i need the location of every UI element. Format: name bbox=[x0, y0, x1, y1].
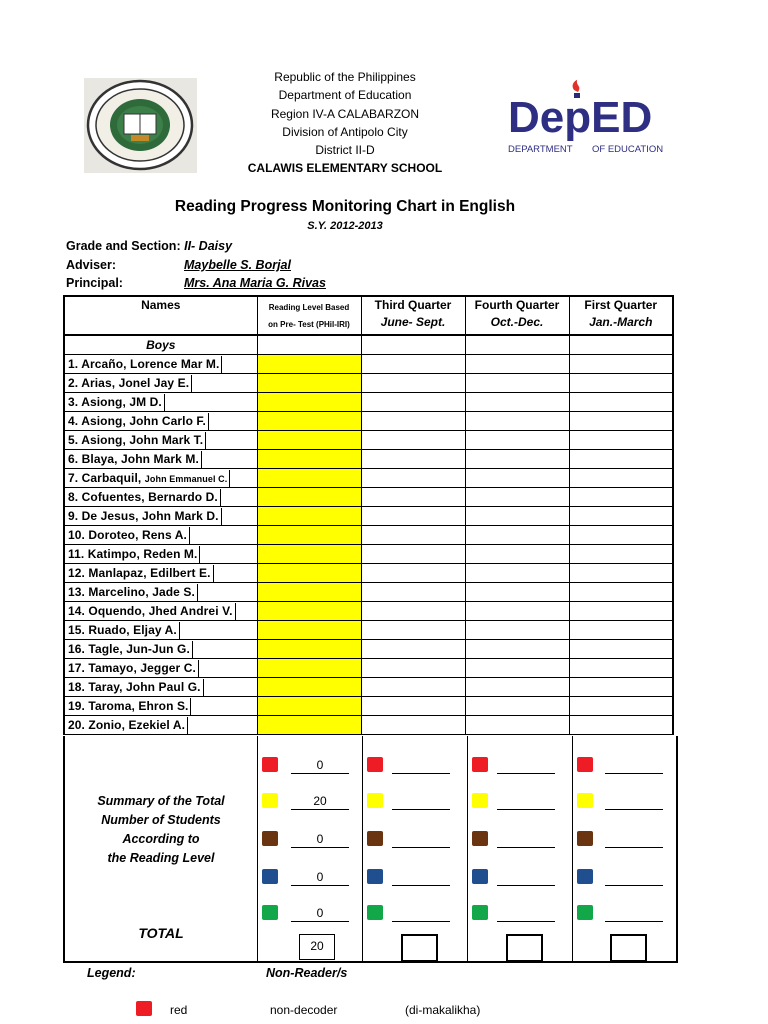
pretest-level-cell[interactable] bbox=[257, 450, 361, 469]
student-name-cell bbox=[64, 431, 257, 450]
student-name-box bbox=[68, 470, 230, 487]
table-row bbox=[64, 431, 673, 450]
third-quarter-cell[interactable] bbox=[361, 374, 465, 393]
quarter-months: June- Sept. bbox=[380, 315, 446, 329]
pretest-level-count[interactable]: 0 bbox=[291, 906, 349, 922]
quarter-name: Fourth Quarter bbox=[474, 298, 560, 312]
fourth-quarter-cell[interactable] bbox=[465, 545, 569, 564]
quarter-level-count-blank[interactable] bbox=[392, 870, 450, 886]
first-quarter-cell[interactable] bbox=[569, 355, 673, 374]
third-quarter-cell[interactable] bbox=[361, 659, 465, 678]
deped-logo-sub2: OF EDUCATION bbox=[592, 144, 664, 155]
third-quarter-cell[interactable] bbox=[361, 431, 465, 450]
student-name-cell bbox=[64, 488, 257, 507]
student-rows bbox=[64, 355, 673, 735]
student-name: 7. Carbaquil, bbox=[68, 470, 145, 485]
names-header-label: Names bbox=[141, 298, 181, 312]
cell bbox=[257, 335, 361, 355]
pretest-level-cell[interactable] bbox=[257, 583, 361, 602]
fourth-quarter-cell[interactable] bbox=[465, 488, 569, 507]
grade-value: II- Daisy bbox=[184, 239, 233, 253]
pretest-header-line1: Reading Level Based bbox=[268, 302, 350, 312]
third-quarter-cell[interactable] bbox=[361, 697, 465, 716]
quarter-level-count-blank[interactable] bbox=[497, 870, 555, 886]
student-name: 17. Tamayo, Jegger C. bbox=[68, 660, 196, 675]
student-name-box bbox=[68, 375, 192, 392]
pretest-level-cell[interactable] bbox=[257, 678, 361, 697]
legend-heading: Non-Reader/s bbox=[266, 966, 348, 980]
student-name-box bbox=[68, 698, 191, 715]
student-name-box bbox=[68, 451, 202, 468]
table-row bbox=[64, 640, 673, 659]
student-name-box bbox=[68, 622, 180, 639]
quarter-level-count-blank[interactable] bbox=[497, 832, 555, 848]
first-quarter-cell[interactable] bbox=[569, 469, 673, 488]
legend-note: (di-makalikha) bbox=[405, 1003, 481, 1017]
fourth-quarter-cell[interactable] bbox=[465, 374, 569, 393]
table-row bbox=[64, 659, 673, 678]
level-color-swatch bbox=[577, 757, 593, 772]
fourth-quarter-cell[interactable] bbox=[465, 526, 569, 545]
third-quarter-cell[interactable] bbox=[361, 716, 465, 735]
student-name-box bbox=[68, 584, 198, 601]
first-quarter-cell[interactable] bbox=[569, 678, 673, 697]
student-name-cell bbox=[64, 697, 257, 716]
student-name: 20. Zonio, Ezekiel A. bbox=[68, 717, 186, 732]
legend-color-label: red bbox=[170, 1003, 188, 1017]
third-quarter-cell[interactable] bbox=[361, 564, 465, 583]
fourth-quarter-cell[interactable] bbox=[465, 469, 569, 488]
header-line-4: Division of Antipolo City bbox=[282, 125, 408, 139]
quarter-name: First Quarter bbox=[584, 298, 658, 312]
student-name-cell bbox=[64, 716, 257, 735]
quarter-level-count-blank[interactable] bbox=[605, 832, 663, 848]
deped-logo-text: DepED bbox=[508, 93, 653, 142]
table-row bbox=[64, 469, 673, 488]
fourth-quarter-header bbox=[465, 296, 569, 335]
pretest-level-cell[interactable] bbox=[257, 545, 361, 564]
total-label: TOTAL bbox=[138, 925, 184, 941]
third-quarter-cell[interactable] bbox=[361, 583, 465, 602]
student-name-box bbox=[68, 641, 193, 658]
quarter-level-count-blank[interactable] bbox=[497, 906, 555, 922]
quarter-level-count-blank[interactable] bbox=[392, 794, 450, 810]
third-quarter-cell[interactable] bbox=[361, 507, 465, 526]
pretest-level-cell[interactable] bbox=[257, 526, 361, 545]
student-name-cell bbox=[64, 469, 257, 488]
student-name: 5. Asiong, John Mark T. bbox=[68, 432, 204, 447]
student-name-cell bbox=[64, 374, 257, 393]
student-name-box bbox=[68, 527, 190, 544]
student-name-box bbox=[68, 679, 204, 696]
level-color-swatch bbox=[367, 757, 383, 772]
first-quarter-cell[interactable] bbox=[569, 507, 673, 526]
student-name: 6. Blaya, John Mark M. bbox=[68, 451, 199, 466]
level-color-swatch bbox=[577, 793, 593, 808]
first-quarter-cell[interactable] bbox=[569, 621, 673, 640]
student-name: 4. Asiong, John Carlo F. bbox=[68, 413, 206, 428]
cell bbox=[569, 335, 673, 355]
level-color-swatch bbox=[472, 757, 488, 772]
pretest-header-line2: on Pre- Test (PHil-IRI) bbox=[268, 319, 350, 329]
fourth-quarter-cell[interactable] bbox=[465, 431, 569, 450]
summary-line: Summary of the Total bbox=[97, 794, 225, 808]
fourth-quarter-cell[interactable] bbox=[465, 640, 569, 659]
first-quarter-cell[interactable] bbox=[569, 659, 673, 678]
first-quarter-cell[interactable] bbox=[569, 450, 673, 469]
header-line-3: Region IV-A CALABARZON bbox=[270, 107, 420, 121]
grade-section-row bbox=[66, 239, 232, 253]
quarter-name: Third Quarter bbox=[374, 298, 452, 312]
first-quarter-cell[interactable] bbox=[569, 545, 673, 564]
pretest-level-cell[interactable] bbox=[257, 488, 361, 507]
legend-title: Legend: bbox=[87, 966, 136, 980]
summary-description bbox=[66, 792, 256, 868]
first-quarter-header bbox=[569, 296, 673, 335]
table-row bbox=[64, 526, 673, 545]
level-color-swatch bbox=[472, 905, 488, 920]
header-line-2: Department of Education bbox=[278, 88, 412, 102]
student-name-box bbox=[68, 432, 206, 449]
student-name-box bbox=[68, 546, 200, 563]
pretest-level-cell[interactable] bbox=[257, 640, 361, 659]
third-quarter-cell[interactable] bbox=[361, 412, 465, 431]
level-color-swatch bbox=[262, 793, 278, 808]
student-name-cell bbox=[64, 545, 257, 564]
level-color-swatch bbox=[367, 793, 383, 808]
first-quarter-cell[interactable] bbox=[569, 716, 673, 735]
principal-label: Principal: bbox=[66, 276, 123, 290]
student-name-cell bbox=[64, 583, 257, 602]
student-name-cell bbox=[64, 621, 257, 640]
table-row bbox=[64, 374, 673, 393]
student-name-box bbox=[68, 394, 165, 411]
pretest-level-cell[interactable] bbox=[257, 374, 361, 393]
pretest-level-cell[interactable] bbox=[257, 564, 361, 583]
student-name-box bbox=[68, 356, 222, 373]
first-quarter-cell[interactable] bbox=[569, 431, 673, 450]
student-name: 2. Arias, Jonel Jay E. bbox=[68, 375, 190, 390]
pretest-level-cell[interactable] bbox=[257, 602, 361, 621]
quarter-level-count-blank[interactable] bbox=[605, 906, 663, 922]
table-row bbox=[64, 393, 673, 412]
third-quarter-cell[interactable] bbox=[361, 526, 465, 545]
summary-divider bbox=[572, 736, 573, 963]
summary-line: Number of Students bbox=[101, 813, 221, 827]
cell bbox=[465, 335, 569, 355]
quarter-months: Jan.-March bbox=[589, 315, 653, 329]
legend-description: non-decoder bbox=[270, 1003, 338, 1017]
student-name: 1. Arcaño, Lorence Mar M. bbox=[68, 356, 220, 371]
level-color-swatch bbox=[472, 869, 488, 884]
level-color-swatch bbox=[577, 905, 593, 920]
quarter-level-count-blank[interactable] bbox=[392, 758, 450, 774]
student-name-cell bbox=[64, 564, 257, 583]
first-quarter-cell[interactable] bbox=[569, 602, 673, 621]
student-name: 11. Katimpo, Reden M. bbox=[68, 546, 198, 561]
third-quarter-header bbox=[361, 296, 465, 335]
summary-divider bbox=[257, 736, 258, 963]
student-name: 3. Asiong, JM D. bbox=[68, 394, 162, 409]
section-label: Boys bbox=[64, 335, 257, 355]
student-name: 18. Taray, John Paul G. bbox=[68, 679, 201, 694]
quarter-level-count-blank[interactable] bbox=[497, 758, 555, 774]
monitoring-table bbox=[63, 295, 674, 735]
third-quarter-cell[interactable] bbox=[361, 545, 465, 564]
table-row bbox=[64, 412, 673, 431]
pretest-level-cell[interactable] bbox=[257, 621, 361, 640]
fourth-quarter-cell[interactable] bbox=[465, 355, 569, 374]
section-row bbox=[64, 335, 673, 355]
cell bbox=[361, 335, 465, 355]
fourth-quarter-cell[interactable] bbox=[465, 621, 569, 640]
summary-divider bbox=[467, 736, 468, 963]
third-quarter-cell[interactable] bbox=[361, 469, 465, 488]
student-name-box bbox=[68, 717, 188, 734]
pretest-level-count[interactable]: 20 bbox=[291, 794, 349, 810]
first-quarter-cell[interactable] bbox=[569, 640, 673, 659]
first-quarter-cell[interactable] bbox=[569, 583, 673, 602]
fourth-quarter-cell[interactable] bbox=[465, 412, 569, 431]
third-quarter-cell[interactable] bbox=[361, 602, 465, 621]
table-row bbox=[64, 678, 673, 697]
first-quarter-cell[interactable] bbox=[569, 526, 673, 545]
student-name-cell bbox=[64, 640, 257, 659]
first-quarter-cell[interactable] bbox=[569, 412, 673, 431]
pretest-level-cell[interactable] bbox=[257, 355, 361, 374]
fourth-quarter-cell[interactable] bbox=[465, 564, 569, 583]
quarter-level-count-blank[interactable] bbox=[605, 870, 663, 886]
names-header bbox=[64, 296, 257, 335]
level-color-swatch bbox=[262, 831, 278, 846]
adviser-label: Adviser: bbox=[66, 258, 117, 272]
student-name-cell bbox=[64, 659, 257, 678]
first-quarter-cell[interactable] bbox=[569, 393, 673, 412]
level-color-swatch bbox=[367, 831, 383, 846]
student-name: 10. Doroteo, Rens A. bbox=[68, 527, 187, 542]
table-row bbox=[64, 545, 673, 564]
pretest-level-cell[interactable] bbox=[257, 412, 361, 431]
student-name-box bbox=[68, 565, 214, 582]
deped-logo-sub1: DEPARTMENT bbox=[508, 144, 573, 155]
summary-line: According to bbox=[122, 832, 200, 846]
fourth-quarter-cell[interactable] bbox=[465, 450, 569, 469]
level-color-swatch bbox=[472, 831, 488, 846]
pretest-level-cell[interactable] bbox=[257, 431, 361, 450]
student-name-cell bbox=[64, 450, 257, 469]
deped-logo bbox=[504, 80, 674, 160]
pretest-level-cell[interactable] bbox=[257, 507, 361, 526]
quarter-total-box[interactable] bbox=[610, 934, 647, 962]
quarter-level-count-blank[interactable] bbox=[392, 906, 450, 922]
pretest-header bbox=[257, 296, 361, 335]
student-name-cell bbox=[64, 678, 257, 697]
pretest-level-cell[interactable] bbox=[257, 716, 361, 735]
fourth-quarter-cell[interactable] bbox=[465, 697, 569, 716]
third-quarter-cell[interactable] bbox=[361, 621, 465, 640]
third-quarter-cell[interactable] bbox=[361, 640, 465, 659]
student-name-box bbox=[68, 413, 209, 430]
third-quarter-cell[interactable] bbox=[361, 393, 465, 412]
table-row bbox=[64, 355, 673, 374]
student-name-box bbox=[68, 508, 222, 525]
level-color-swatch bbox=[262, 757, 278, 772]
student-name-small: John Emmanuel C. bbox=[144, 473, 228, 484]
first-quarter-cell[interactable] bbox=[569, 488, 673, 507]
principal-value: Mrs. Ana Maria G. Rivas bbox=[184, 276, 326, 290]
table-row bbox=[64, 488, 673, 507]
first-quarter-cell[interactable] bbox=[569, 697, 673, 716]
student-name: 12. Manlapaz, Edilbert E. bbox=[68, 565, 211, 580]
student-name: 13. Marcelino, Jade S. bbox=[68, 584, 195, 599]
fourth-quarter-cell[interactable] bbox=[465, 393, 569, 412]
table-row bbox=[64, 564, 673, 583]
fourth-quarter-cell[interactable] bbox=[465, 678, 569, 697]
summary-divider bbox=[362, 736, 363, 963]
table-row bbox=[64, 507, 673, 526]
quarter-level-count-blank[interactable] bbox=[392, 832, 450, 848]
student-name-cell bbox=[64, 412, 257, 431]
level-color-swatch bbox=[367, 905, 383, 920]
pretest-level-cell[interactable] bbox=[257, 469, 361, 488]
level-color-swatch bbox=[472, 793, 488, 808]
table-row bbox=[64, 450, 673, 469]
pretest-level-cell[interactable] bbox=[257, 697, 361, 716]
school-year: S.Y. 2012-2013 bbox=[307, 220, 383, 232]
pretest-level-count[interactable]: 0 bbox=[291, 832, 349, 848]
pretest-level-count[interactable]: 0 bbox=[291, 758, 349, 774]
third-quarter-cell[interactable] bbox=[361, 488, 465, 507]
student-name: 16. Tagle, Jun-Jun G. bbox=[68, 641, 190, 656]
student-name-cell bbox=[64, 602, 257, 621]
grade-label: Grade and Section: bbox=[66, 239, 181, 253]
third-quarter-cell[interactable] bbox=[361, 355, 465, 374]
header-line-1: Republic of the Philippines bbox=[274, 70, 416, 84]
page-title: Reading Progress Monitoring Chart in English bbox=[174, 198, 516, 215]
student-name-box bbox=[68, 489, 221, 506]
school-name: CALAWIS ELEMENTARY SCHOOL bbox=[247, 161, 443, 175]
student-name: 9. De Jesus, John Mark D. bbox=[68, 508, 219, 523]
level-color-swatch bbox=[262, 869, 278, 884]
quarter-total-box[interactable] bbox=[401, 934, 438, 962]
quarter-level-count-blank[interactable] bbox=[605, 758, 663, 774]
first-quarter-cell[interactable] bbox=[569, 564, 673, 583]
student-name-cell bbox=[64, 393, 257, 412]
quarter-months: Oct.-Dec. bbox=[490, 315, 544, 329]
legend-red-swatch bbox=[136, 1001, 152, 1016]
pretest-level-count[interactable]: 0 bbox=[291, 870, 349, 886]
student-name-box bbox=[68, 603, 236, 620]
fourth-quarter-cell[interactable] bbox=[465, 583, 569, 602]
pretest-level-cell[interactable] bbox=[257, 393, 361, 412]
summary-line: the Reading Level bbox=[107, 851, 215, 865]
student-name: 8. Cofuentes, Bernardo D. bbox=[68, 489, 218, 504]
level-color-swatch bbox=[577, 831, 593, 846]
pretest-level-cell[interactable] bbox=[257, 659, 361, 678]
table-row bbox=[64, 583, 673, 602]
level-color-swatch bbox=[262, 905, 278, 920]
table-row bbox=[64, 602, 673, 621]
adviser-value: Maybelle S. Borjal bbox=[184, 258, 291, 272]
student-name-cell bbox=[64, 507, 257, 526]
table-row bbox=[64, 621, 673, 640]
table-row bbox=[64, 697, 673, 716]
student-name: 19. Taroma, Ehron S. bbox=[68, 698, 189, 713]
quarter-level-count-blank[interactable] bbox=[497, 794, 555, 810]
fourth-quarter-cell[interactable] bbox=[465, 602, 569, 621]
table-row bbox=[64, 716, 673, 735]
fourth-quarter-cell[interactable] bbox=[465, 659, 569, 678]
pretest-total-box[interactable]: 20 bbox=[299, 934, 335, 960]
fourth-quarter-cell[interactable] bbox=[465, 507, 569, 526]
student-name: 15. Ruado, Eljay A. bbox=[68, 622, 177, 637]
student-name-cell bbox=[64, 526, 257, 545]
level-color-swatch bbox=[367, 869, 383, 884]
third-quarter-cell[interactable] bbox=[361, 678, 465, 697]
quarter-level-count-blank[interactable] bbox=[605, 794, 663, 810]
quarter-total-box[interactable] bbox=[506, 934, 543, 962]
student-name-box bbox=[68, 660, 199, 677]
student-name-cell bbox=[64, 355, 257, 374]
header-line-5: District II-D bbox=[315, 143, 375, 157]
student-name: 14. Oquendo, Jhed Andrei V. bbox=[68, 603, 233, 618]
first-quarter-cell[interactable] bbox=[569, 374, 673, 393]
third-quarter-cell[interactable] bbox=[361, 450, 465, 469]
fourth-quarter-cell[interactable] bbox=[465, 716, 569, 735]
table-header-row bbox=[64, 296, 673, 335]
level-color-swatch bbox=[577, 869, 593, 884]
